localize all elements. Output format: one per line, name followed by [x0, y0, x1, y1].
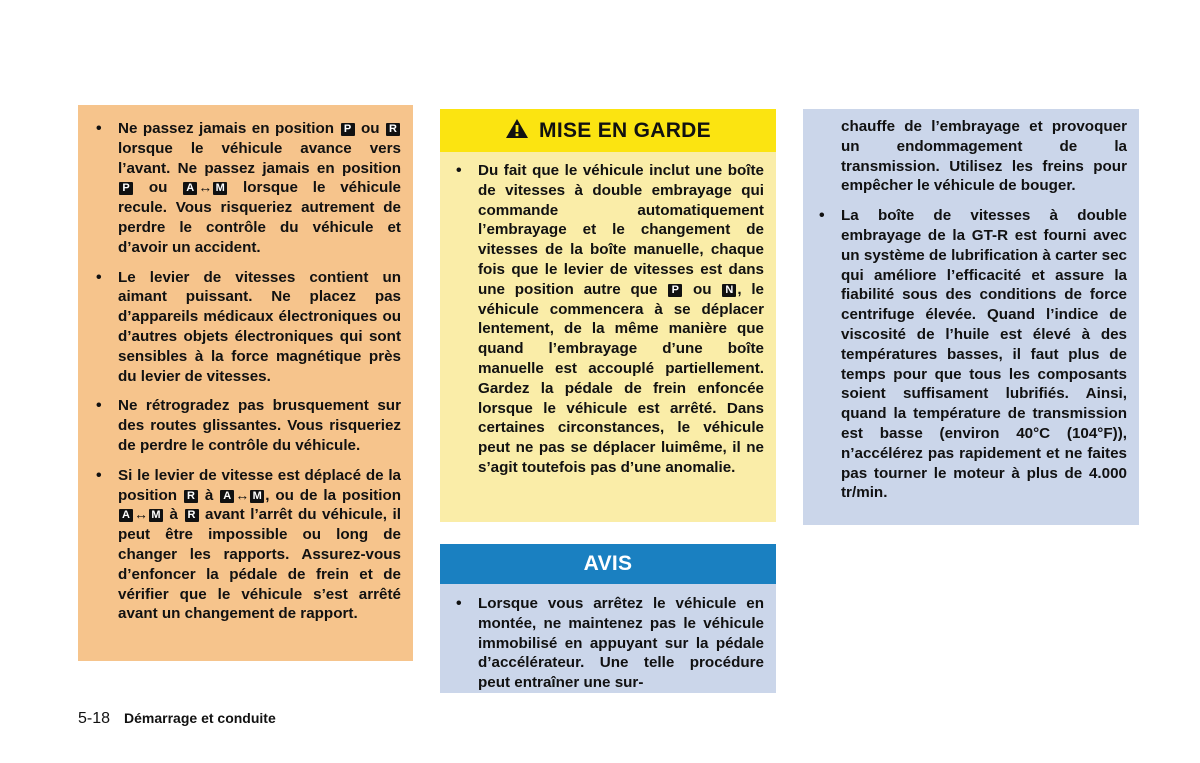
warning-box [440, 109, 776, 522]
text-run: Ne rétrogradez pas brusquement sur des routes glissantes. Vous risqueriez de perdre le contrôle du véhicule. [118, 397, 401, 454]
text-run: Ne passez jamais en position [118, 120, 340, 137]
double-arrow-icon: ↔ [235, 486, 250, 503]
gear-key-p: P [119, 182, 133, 195]
list-item [452, 594, 764, 693]
gear-key-a: A [220, 490, 234, 503]
text-run: , ou de la position [265, 486, 402, 504]
list-item [815, 206, 1127, 503]
warning-title: MISE EN GARDE [539, 118, 711, 142]
list-item [92, 119, 401, 258]
list-item [92, 396, 401, 455]
text-run: ou [683, 280, 722, 298]
warning-header [440, 109, 776, 152]
list-item [452, 161, 764, 478]
text-run: ou [355, 120, 385, 137]
right-column [803, 109, 1139, 525]
gear-key-n: N [722, 284, 736, 297]
double-arrow-icon: ↔ [198, 179, 213, 196]
gear-key-a: A [119, 509, 133, 522]
gear-key-r: R [386, 123, 400, 136]
text-run: Lorsque vous arrêtez le véhicule en montée, ne maintenez pas le véhicule immobilisé en appuyant sur la pédale d’accélérateur. Une telle procédure peut entraîner une sur- [478, 595, 764, 692]
notice-title: AVIS [583, 552, 633, 575]
warning-triangle-icon [505, 118, 529, 144]
double-arrow-icon: ↔ [134, 506, 148, 523]
list-item [92, 268, 401, 387]
gear-key-m: M [149, 509, 163, 522]
notice-bullet-list [452, 594, 764, 693]
text-run: La boîte de vitesses à double embrayage de la GT-R est fourni avec un système de lubrification à carter sec qui améliore l’efficacité et assure la fiabilité sous des conditions de force centrifuge élevée. Quand l’indice de viscosité de l’huile est élevé à des températures basses, il faut plus de temps pour que tous les composants soient suffisament lubrifiés. Ainsi, quand la température de transmission est basse (environ 40°C (104°F)), n’accélérez pas rapidement et ne faites pas tourner le moteur à plus de 4.000 tr/min. [841, 207, 1127, 502]
text-run: avant l’arrêt du véhicule, il peut être impossible ou long de changer les rapports. Assurez-vous d’enfoncer la pédale de frein et de vérifier que le véhicule s’est arrêté avant un changement de rapport. [118, 506, 401, 623]
text-run: ou [134, 179, 183, 197]
warning-bullet-list [452, 161, 764, 478]
notice-box [440, 544, 776, 693]
text-run: à [164, 506, 184, 524]
gear-key-m: M [213, 182, 227, 195]
list-item [92, 466, 401, 624]
text-run: à [198, 486, 220, 504]
right-continuation-text: chauffe de l’embrayage et provoquer un endommagement de la transmission. Utilisez les freins pour empêcher le véhicule de bouger. [841, 118, 1127, 195]
section-title: Démarrage et conduite [124, 710, 276, 726]
text-run: , le véhicule commencera à se déplacer lentement, de la même manière que quand l’embrayage d’une boîte manuelle est accouplé partiellement. Gardez la pédale de frein enfoncée lorsque le véhicule est arrêté. Dans certaines circonstances, le véhicule peut ne pas se déplacer luimême, il ne s’agit toutefois pas d’une anomalie. [478, 280, 764, 476]
left-bullet-list [92, 119, 401, 624]
gear-key-a: A [183, 182, 197, 195]
right-bullet-list [815, 206, 1127, 503]
gear-key-m: M [250, 490, 264, 503]
page-number: 5-18 [78, 710, 111, 727]
left-column [78, 105, 413, 661]
text-run: Du fait que le véhicule inclut une boîte de vitesses à double embrayage qui commande automatiquement l’embrayage et le changement de vitesses de la boîte manuelle, chaque fois que le levier de vitesses est dans une position autre que [478, 162, 764, 298]
text-run: Si le levier de vitesse est déplacé de la position [118, 466, 401, 504]
gear-key-r: R [185, 509, 199, 522]
text-run: lorsque le véhicule recule. Vous risqueriez autrement de perdre le contrôle du véhicule et d’avoir un accident. [118, 179, 401, 256]
gear-key-r: R [184, 490, 198, 503]
gear-key-p: P [668, 284, 682, 297]
page-footer [78, 710, 276, 732]
notice-header [440, 544, 776, 584]
gear-key-p: P [341, 123, 355, 136]
text-run: lorsque le véhicule avance vers l’avant. Ne passez jamais en position [118, 139, 401, 177]
text-run: Le levier de vitesses contient un aimant puissant. Ne placez pas d’appareils médicaux électroniques ou d’autres objets électroniques qui sont sensibles à la force magnétique près du levier de vitesses. [118, 268, 401, 385]
